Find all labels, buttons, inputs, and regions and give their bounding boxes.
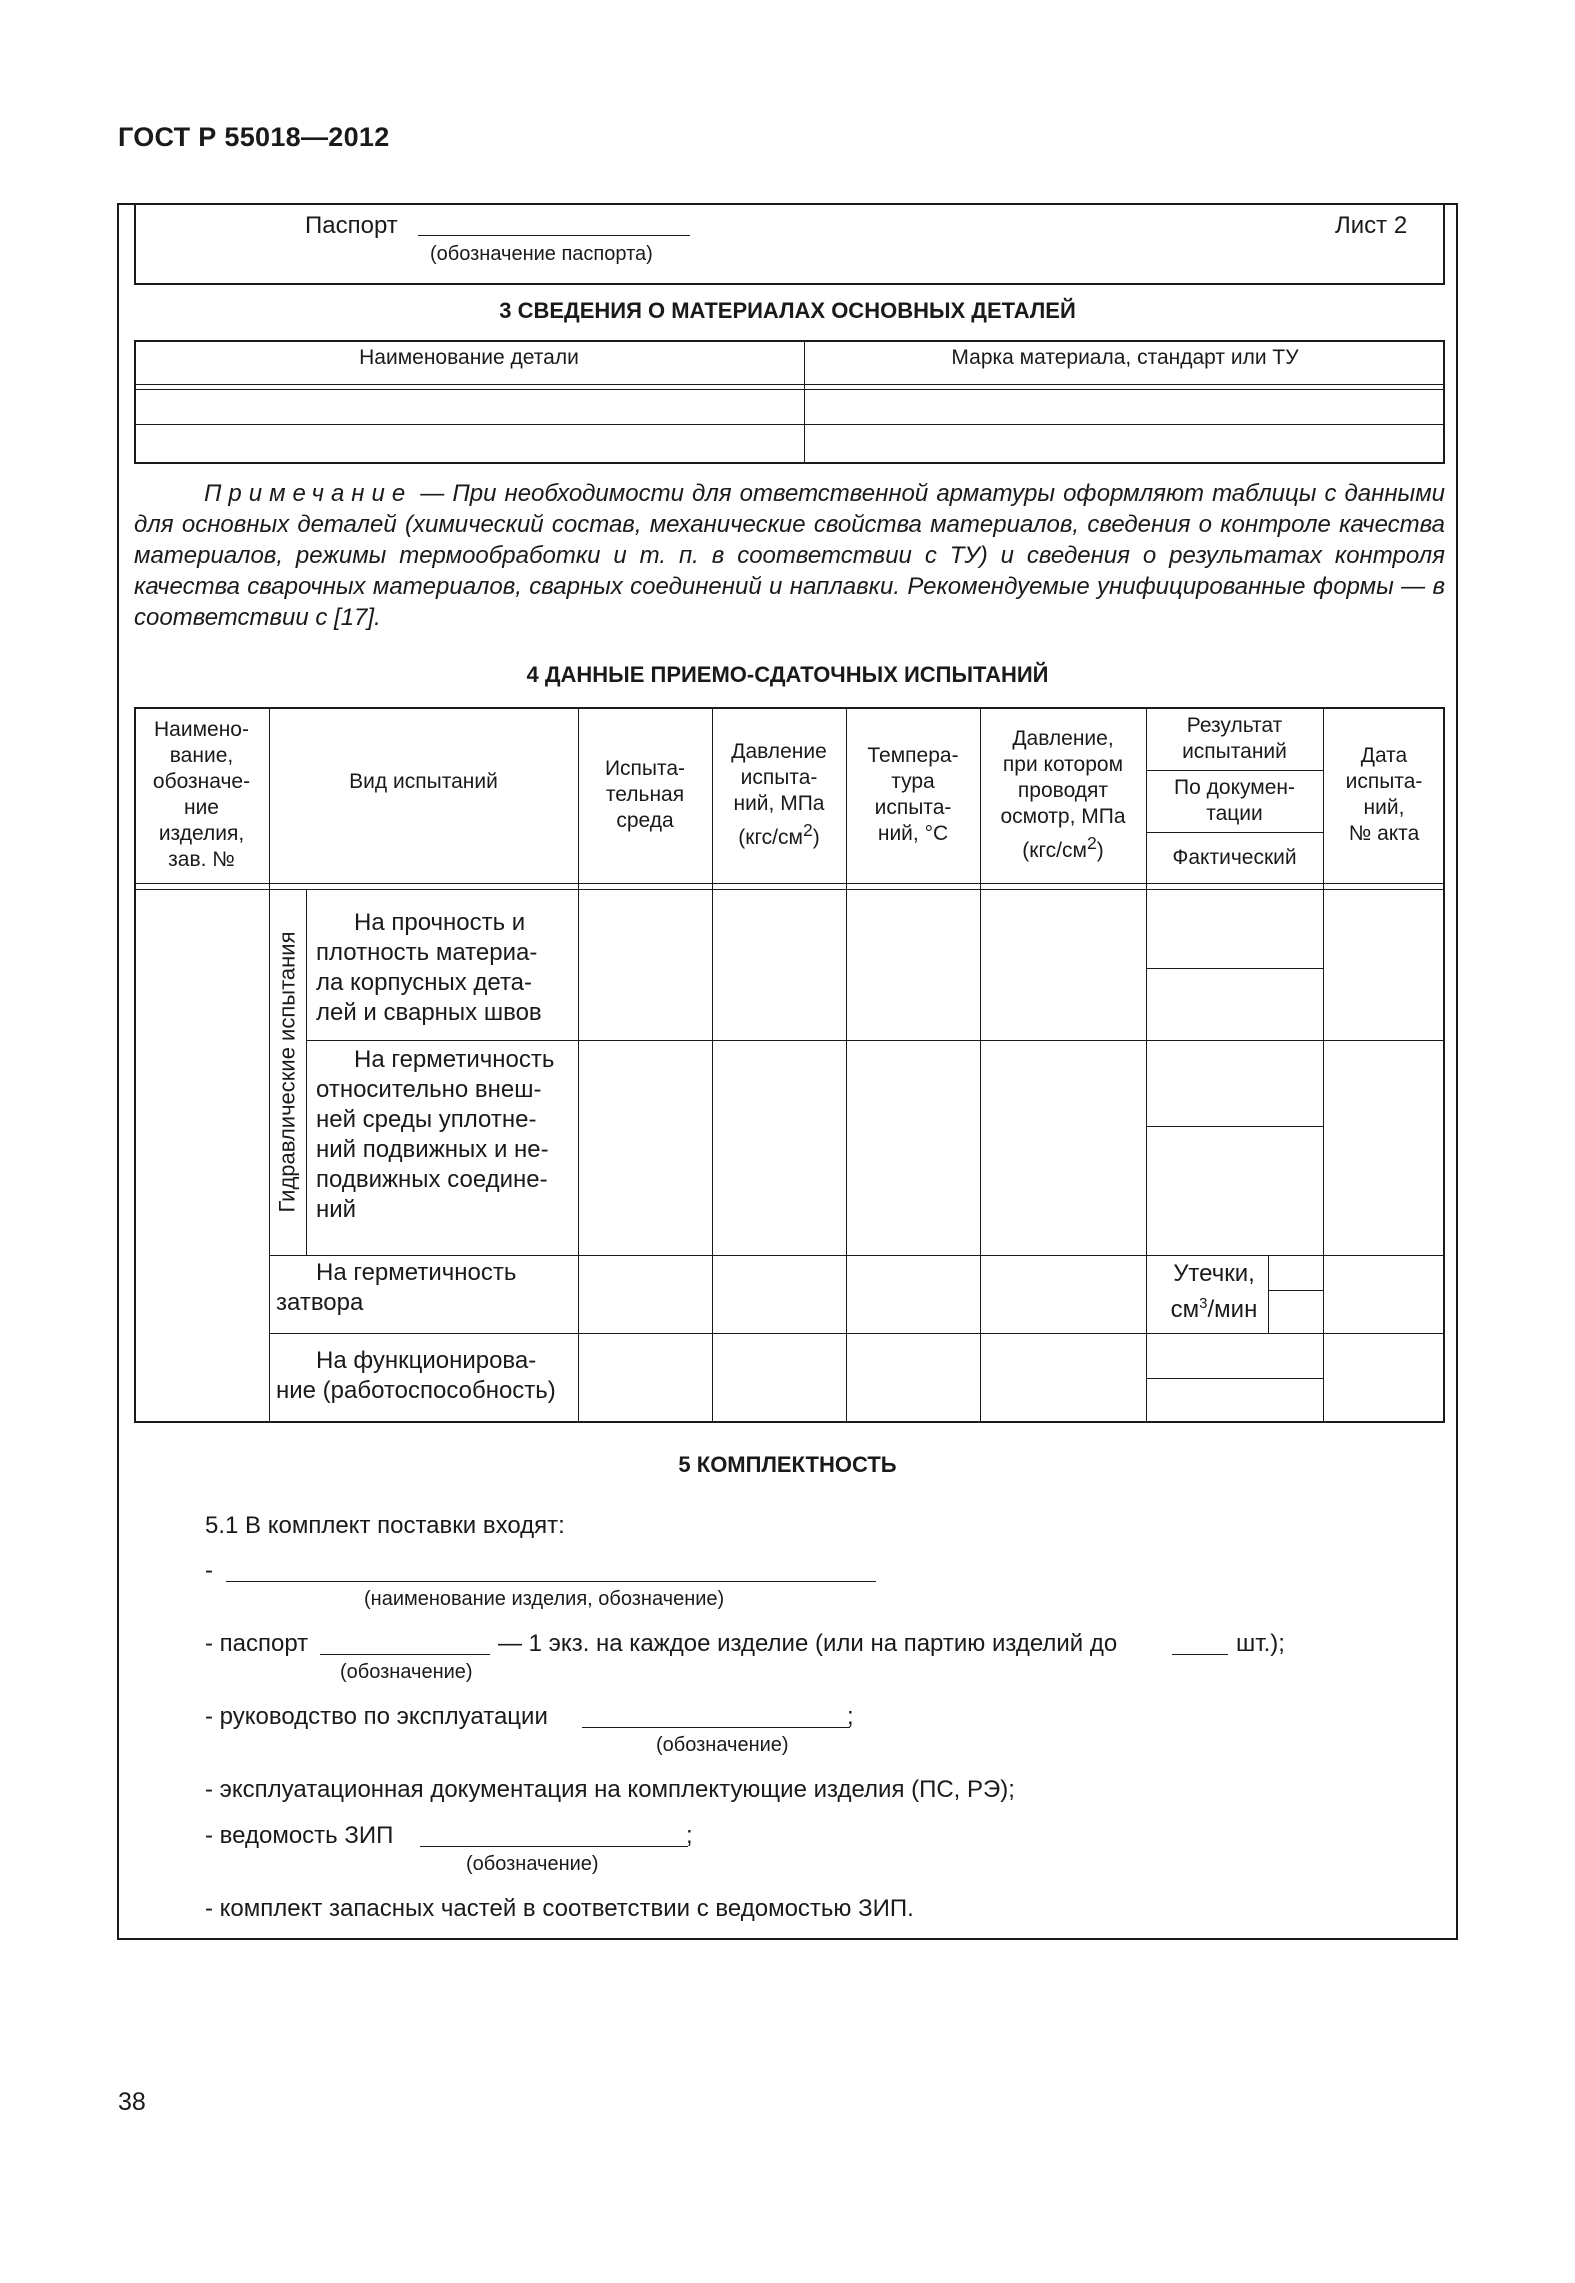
test-pressure-sup: 2 — [802, 820, 813, 840]
leak-label — [1160, 1259, 1268, 1325]
row-tightness-line3: ней среды уплотне- — [316, 1106, 537, 1133]
row-tightness-line5: подвижных соедине- — [316, 1166, 548, 1193]
inspection-pressure-sup: 2 — [1086, 833, 1097, 853]
note-lead: Примечание — [204, 480, 413, 507]
group-col-line — [306, 889, 307, 1255]
materials-header-rule — [134, 384, 1445, 385]
result-split-4 — [1146, 1378, 1323, 1379]
row-seat-tightness — [276, 1258, 570, 1318]
supply-intro: 5.1 В комплект поставки входят: — [205, 1512, 565, 1539]
section4-title: 4 ДАННЫЕ ПРИЕМО-СДАТОЧНЫХ ИСПЫТАНИЙ — [526, 662, 1049, 687]
materials-col-part-name: Наименование детали — [359, 346, 579, 369]
row-seat-line2: затвора — [276, 1289, 364, 1316]
leak-split — [1268, 1290, 1323, 1291]
row-tightness-line2: относительно внеш- — [316, 1076, 542, 1103]
note-paragraph — [134, 478, 1445, 633]
row-tightness-external — [316, 1045, 570, 1225]
result-split-1 — [1146, 968, 1323, 969]
note-text: — При необходимости для ответственной арматуры оформляют таблицы с данными для основных деталей (химический состав, механические свойства материалов, сведения о контроле качества материалов, режимы термообработки и т. п. в соответствии с ТУ) и сведения о результатах контроля качества сварочных материалов, сварных соединений и наплавки. Рекомендуемые унифицированные формы — в соответствии с [17]. — [134, 480, 1445, 631]
row-functioning — [276, 1346, 576, 1406]
item2-caption: (обозначение) — [340, 1661, 473, 1683]
group-label-hydraulic: Гидравлические испытания — [274, 931, 300, 1213]
leak-divider — [1268, 1255, 1269, 1333]
item3-caption: (обозначение) — [656, 1734, 789, 1756]
item6: - комплект запасных частей в соответствии с ведомостью ЗИП. — [205, 1895, 914, 1922]
test-pressure-close: ) — [812, 826, 820, 849]
leak-label-line2: $см^3$/мин — [1170, 1295, 1258, 1323]
item3-label: - руководство по эксплуатации — [205, 1703, 548, 1730]
item4: - эксплуатационная документация на комплектующие изделия (ПС, РЭ); — [205, 1776, 1015, 1803]
passport-designation-line — [418, 235, 690, 236]
item3-line — [582, 1727, 850, 1728]
item2-text: — 1 экз. на каждое изделие (или на партию изделий до — [498, 1630, 1118, 1657]
sheet-number: Лист 2 — [1335, 212, 1408, 239]
item1-line — [226, 1581, 876, 1582]
header-rule-double — [134, 889, 1445, 890]
item3-semicolon: ; — [847, 1703, 854, 1730]
col-header-result-doc: По докумен- тации — [1174, 776, 1295, 825]
col-header-result: Результат испытаний — [1182, 713, 1287, 763]
col-header-item: Наимено- вание, обозначе- ние изделия, зав. № — [152, 718, 251, 871]
col-header-date: Дата испыта- ний, № акта — [1345, 744, 1423, 845]
header-rule — [134, 883, 1445, 884]
row-strength-line4: лей и сварных швов — [316, 999, 542, 1026]
leak-label-line1: Утечки, — [1173, 1260, 1255, 1287]
inspection-pressure-text: Давление, при котором проводят осмотр, МПа (кгс/см — [1000, 727, 1126, 862]
materials-row-rule — [134, 424, 1445, 425]
col-header-inspection-pressure — [980, 707, 1146, 883]
section5-title: 5 КОМПЛЕКТНОСТЬ — [678, 1452, 897, 1477]
group-label-cell — [269, 889, 306, 1255]
item5-line — [420, 1846, 688, 1847]
row-functioning-line2: ние (работоспособность) — [276, 1377, 556, 1404]
row-strength-line1: На прочность и — [354, 909, 526, 936]
materials-header-rule-double — [134, 389, 1445, 390]
row-seat-line1: На герметичность — [316, 1259, 517, 1286]
passport-designation-caption: (обозначение паспорта) — [430, 243, 653, 265]
col-header-medium: Испыта- тельная среда — [604, 757, 686, 832]
document-code: ГОСТ Р 55018—2012 — [118, 122, 390, 152]
col-header-test-pressure — [712, 707, 846, 883]
col-header-test-type: Вид испытаний — [349, 770, 498, 793]
item2-line — [320, 1654, 490, 1655]
col-header-temperature: Темпера- тура испыта- ний, °С — [867, 744, 959, 845]
item5-label: - ведомость ЗИП — [205, 1822, 394, 1849]
result-split-2 — [1146, 1126, 1323, 1127]
row-strength-line2: плотность материа- — [316, 939, 538, 966]
row-strength — [316, 908, 570, 1028]
item1-caption: (наименование изделия, обозначение) — [364, 1588, 725, 1610]
row-functioning-line1: На функционирова- — [316, 1347, 537, 1374]
item2-label: - паспорт — [205, 1630, 309, 1657]
item5-semicolon: ; — [686, 1822, 693, 1849]
row-tightness-line6: ний — [316, 1196, 357, 1223]
test-pressure-text: Давление испыта- ний, МПа (кгс/см — [731, 740, 827, 849]
page-number: 38 — [118, 2088, 146, 2116]
section3-title: 3 СВЕДЕНИЯ О МАТЕРИАЛАХ ОСНОВНЫХ ДЕТАЛЕЙ — [499, 298, 1076, 323]
col-header-result-actual: Фактический — [1172, 845, 1297, 869]
row-tightness-line4: ний подвижных и не- — [316, 1136, 549, 1163]
row-strength-line3: ла корпусных дета- — [316, 969, 532, 996]
inspection-pressure-close: ) — [1096, 839, 1104, 862]
item1-dash: - — [205, 1557, 213, 1584]
materials-col-grade: Марка материала, стандарт или ТУ — [951, 346, 1299, 369]
passport-label: Паспорт — [305, 212, 398, 239]
row-rule-1 — [306, 1040, 1445, 1041]
item2-qty-line — [1172, 1654, 1228, 1655]
row-tightness-line1: На герметичность — [354, 1046, 555, 1073]
row-rule-3 — [269, 1333, 1445, 1334]
item2-end: шт.); — [1236, 1630, 1285, 1657]
item5-caption: (обозначение) — [466, 1853, 599, 1875]
